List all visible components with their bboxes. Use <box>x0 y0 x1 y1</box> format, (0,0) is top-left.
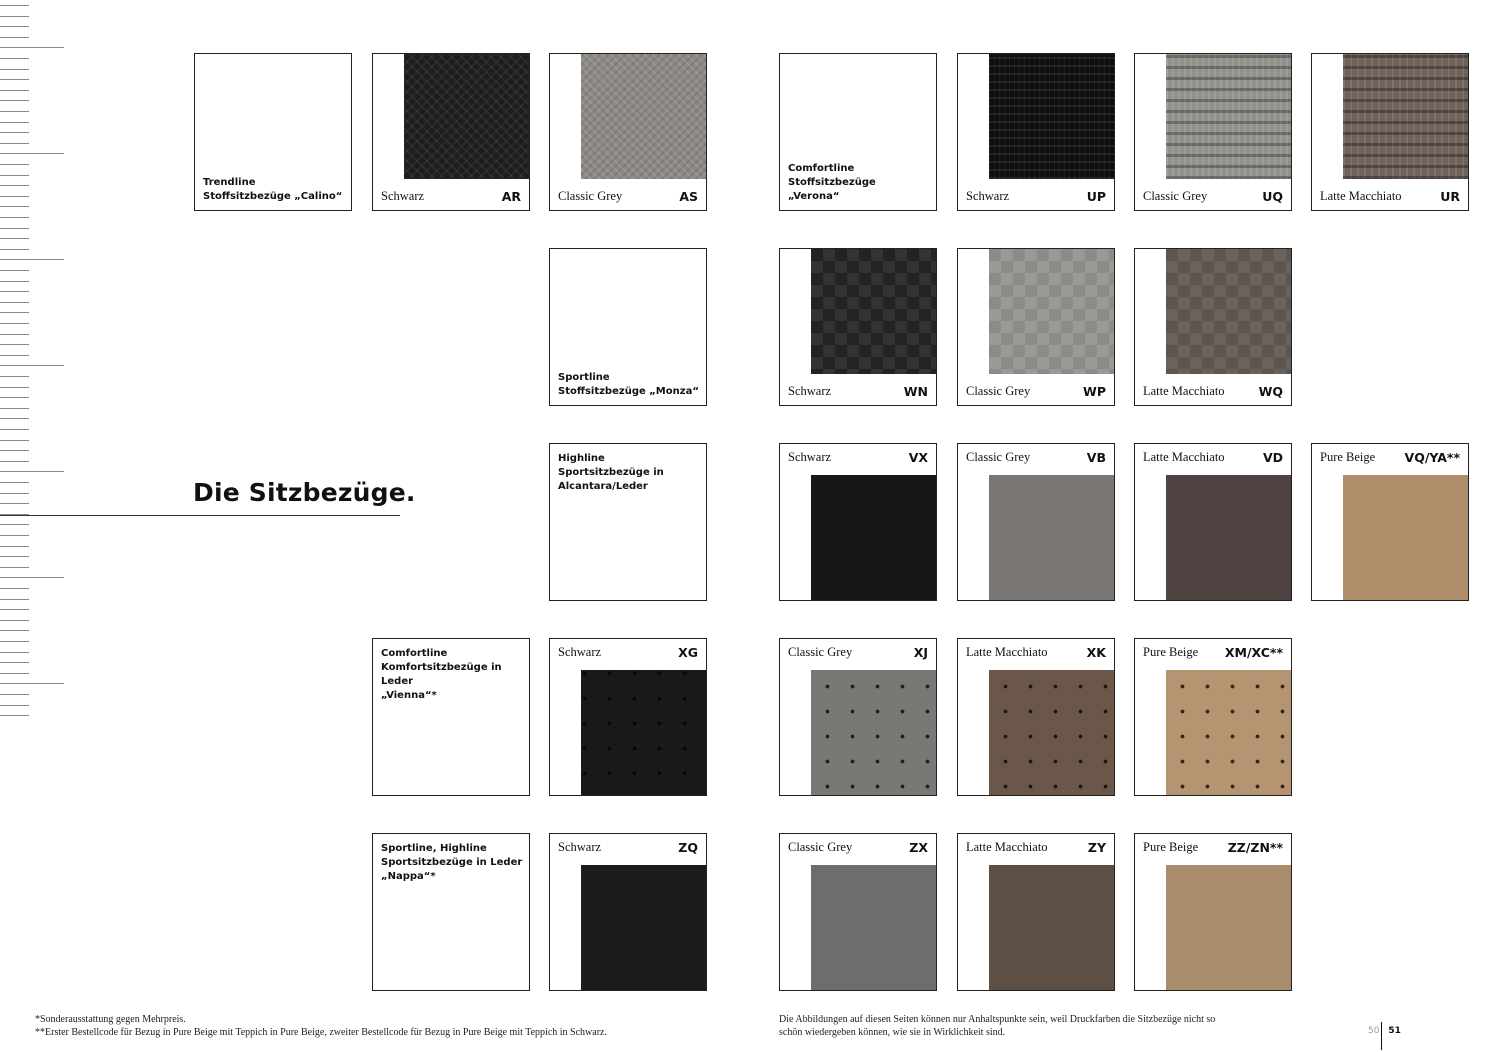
swatch-order-code: ZZ/ZN** <box>1227 840 1283 855</box>
swatch-zz-zn[interactable] <box>1134 833 1292 991</box>
ruler-tick <box>0 556 29 557</box>
swatch-vb[interactable] <box>957 443 1115 601</box>
ruler-tick <box>0 185 29 186</box>
group-label-line: Stoffsitzbezüge „Monza“ <box>558 386 699 397</box>
swatch-order-code: VB <box>1086 450 1106 465</box>
fabric-swatch-image <box>1166 249 1291 374</box>
ruler-tick <box>0 291 29 292</box>
ruler-tick <box>0 312 29 313</box>
group-label-line: Stoffsitzbezüge „Verona“ <box>788 177 876 202</box>
footnote-order-code: **Erster Bestellcode für Bezug in Pure Beige mit Teppich in Pure Beige, zweiter Bestellcode für Bezug in Pure Beige mit Teppich in Schwarz. <box>35 1027 607 1038</box>
ruler-tick <box>0 16 29 17</box>
swatch-wn[interactable] <box>779 248 937 406</box>
swatch-color-name: Schwarz <box>558 840 602 854</box>
swatch-order-code: AS <box>679 189 698 204</box>
disclaimer-line: Die Abbildungen auf diesen Seiten können nur Anhaltspunkte sein, weil Druckfarben die Sitzbezüge nicht so <box>779 1014 1216 1025</box>
ruler-tick <box>0 323 29 324</box>
ruler-tick <box>0 461 29 462</box>
ruler-tick <box>0 228 29 229</box>
group-label-comfortline-vienna <box>372 638 530 796</box>
ruler-tick <box>0 196 29 197</box>
ruler-tick <box>0 683 64 684</box>
swatch-up[interactable] <box>957 53 1115 211</box>
leather-swatch-image <box>581 865 706 990</box>
swatch-xg[interactable] <box>549 638 707 796</box>
leather-swatch-image <box>811 865 936 990</box>
fabric-swatch-image <box>1166 475 1291 600</box>
ruler-tick <box>0 37 29 38</box>
fabric-swatch-image <box>404 54 529 179</box>
swatch-color-name: Classic Grey <box>788 645 853 659</box>
ruler-tick <box>0 408 29 409</box>
swatch-vd[interactable] <box>1134 443 1292 601</box>
leather-swatch-image <box>1166 865 1291 990</box>
ruler-tick <box>0 482 29 483</box>
swatch-color-name: Pure Beige <box>1143 645 1199 659</box>
swatch-as[interactable] <box>549 53 707 211</box>
ruler-tick <box>0 450 29 451</box>
swatch-color-name: Classic Grey <box>788 840 853 854</box>
swatch-order-code: WQ <box>1258 384 1283 399</box>
page-number-divider <box>1381 1022 1382 1050</box>
fabric-swatch-image <box>811 475 936 600</box>
fabric-swatch-image <box>1166 54 1291 179</box>
group-label-line: Stoffsitzbezüge „Calino“ <box>203 191 343 202</box>
ruler-tick <box>0 26 29 27</box>
ruler-tick <box>0 334 29 335</box>
swatch-color-name: Classic Grey <box>966 384 1031 398</box>
group-label-comfortline-verona <box>779 53 937 211</box>
swatch-xj[interactable] <box>779 638 937 796</box>
ruler-tick <box>0 143 29 144</box>
ruler-tick <box>0 175 29 176</box>
swatch-order-code: ZY <box>1087 840 1106 855</box>
ruler-tick <box>0 111 29 112</box>
swatch-vq-ya[interactable] <box>1311 443 1469 601</box>
ruler-tick <box>0 662 29 663</box>
title-rule <box>0 515 400 516</box>
swatch-order-code: WP <box>1083 384 1106 399</box>
footnotes-left <box>35 1013 755 1039</box>
footnotes-right <box>779 1013 1339 1039</box>
ruler-tick <box>0 69 29 70</box>
ruler-tick <box>0 652 29 653</box>
ruler-tick <box>0 641 29 642</box>
swatch-order-code: XK <box>1086 645 1106 660</box>
ruler-tick <box>0 620 29 621</box>
group-label-line: Sportsitzbezüge in <box>558 467 664 478</box>
ruler-tick <box>0 387 29 388</box>
group-label-line: Sportsitzbezüge in Leder <box>381 857 523 868</box>
group-label-line: Komfortsitzbezüge in Leder <box>381 662 502 687</box>
page-numbers <box>1368 1026 1401 1036</box>
page-title: Die Sitzbezüge. <box>193 478 416 507</box>
ruler-tick <box>0 132 29 133</box>
swatch-color-name: Latte Macchiato <box>1143 450 1225 464</box>
group-label-line: „Nappa“* <box>381 871 436 882</box>
group-label-line: Highline <box>558 453 605 464</box>
ruler-tick <box>0 217 29 218</box>
group-label-line: Trendline <box>203 177 256 188</box>
group-label-line: Comfortline <box>381 648 448 659</box>
swatch-color-name: Classic Grey <box>1143 189 1208 203</box>
ruler-tick <box>0 397 29 398</box>
ruler-tick <box>0 715 29 716</box>
swatch-color-name: Schwarz <box>381 189 425 203</box>
ruler-tick <box>0 705 29 706</box>
swatch-zy[interactable] <box>957 833 1115 991</box>
swatch-order-code: VX <box>908 450 928 465</box>
margin-ruler <box>0 0 70 740</box>
ruler-tick <box>0 546 29 547</box>
ruler-tick <box>0 90 29 91</box>
swatch-color-name: Latte Macchiato <box>1143 384 1225 398</box>
fabric-swatch-image <box>581 54 706 179</box>
ruler-tick <box>0 429 29 430</box>
swatch-color-name: Pure Beige <box>1320 450 1376 464</box>
ruler-tick <box>0 302 29 303</box>
fabric-swatch-image <box>989 475 1114 600</box>
ruler-tick <box>0 535 29 536</box>
group-label-highline-alcantara <box>549 443 707 601</box>
ruler-tick <box>0 5 29 6</box>
ruler-tick <box>0 164 29 165</box>
swatch-xk[interactable] <box>957 638 1115 796</box>
ruler-tick <box>0 259 64 260</box>
group-label-line: Sportline, Highline <box>381 843 487 854</box>
swatch-color-name: Schwarz <box>788 384 832 398</box>
footnote-optional-equipment: *Sonderausstattung gegen Mehrpreis. <box>35 1014 186 1025</box>
swatch-order-code: ZX <box>909 840 928 855</box>
leather-swatch-image <box>1166 670 1291 795</box>
ruler-tick <box>0 58 29 59</box>
group-label-line: Sportline <box>558 372 610 383</box>
group-label-line: Alcantara/Leder <box>558 481 648 492</box>
swatch-order-code: ZQ <box>678 840 698 855</box>
group-label-line: Comfortline <box>788 163 855 174</box>
ruler-tick <box>0 609 29 610</box>
swatch-zq[interactable] <box>549 833 707 991</box>
swatch-order-code: VD <box>1262 450 1283 465</box>
ruler-tick <box>0 270 29 271</box>
swatch-order-code: UP <box>1086 189 1106 204</box>
ruler-tick <box>0 471 64 472</box>
swatch-ar[interactable] <box>372 53 530 211</box>
swatch-order-code: UR <box>1440 189 1460 204</box>
ruler-tick <box>0 418 29 419</box>
leather-swatch-image <box>989 670 1114 795</box>
leather-swatch-image <box>581 670 706 795</box>
ruler-tick <box>0 376 29 377</box>
leather-swatch-image <box>989 865 1114 990</box>
ruler-tick <box>0 577 64 578</box>
ruler-tick <box>0 673 29 674</box>
swatch-color-name: Latte Macchiato <box>966 840 1048 854</box>
swatch-order-code: WN <box>903 384 928 399</box>
swatch-color-name: Schwarz <box>788 450 832 464</box>
swatch-wp[interactable] <box>957 248 1115 406</box>
ruler-tick <box>0 47 64 48</box>
group-label-trendline-calino <box>194 53 352 211</box>
fabric-swatch-image <box>1343 475 1468 600</box>
fabric-swatch-image <box>1343 54 1468 179</box>
swatch-uq[interactable] <box>1134 53 1292 211</box>
leather-swatch-image <box>811 670 936 795</box>
page-number-right: 51 <box>1388 1026 1401 1036</box>
swatch-color-name: Classic Grey <box>966 450 1031 464</box>
ruler-tick <box>0 630 29 631</box>
group-label-line: „Vienna“* <box>381 690 437 701</box>
swatch-zx[interactable] <box>779 833 937 991</box>
group-label-sportline-nappa <box>372 833 530 991</box>
ruler-tick <box>0 206 29 207</box>
swatch-order-code: VQ/YA** <box>1404 450 1460 465</box>
disclaimer-line: schön wiedergeben können, wie sie in Wirklichkeit sind. <box>779 1027 1006 1038</box>
swatch-color-name: Latte Macchiato <box>1320 189 1402 203</box>
ruler-tick <box>0 588 29 589</box>
swatch-color-name: Classic Grey <box>558 189 623 203</box>
ruler-tick <box>0 694 29 695</box>
swatch-order-code: XJ <box>913 645 928 660</box>
ruler-tick <box>0 365 64 366</box>
ruler-tick <box>0 281 29 282</box>
swatch-color-name: Pure Beige <box>1143 840 1199 854</box>
ruler-tick <box>0 79 29 80</box>
ruler-tick <box>0 344 29 345</box>
page-number-left: 50 <box>1368 1026 1380 1036</box>
ruler-tick <box>0 355 29 356</box>
ruler-tick <box>0 100 29 101</box>
swatch-order-code: XG <box>678 645 698 660</box>
fabric-swatch-image <box>989 249 1114 374</box>
fabric-swatch-image <box>989 54 1114 179</box>
ruler-tick <box>0 153 64 154</box>
ruler-tick <box>0 524 29 525</box>
ruler-tick <box>0 122 29 123</box>
swatch-order-code: XM/XC** <box>1224 645 1283 660</box>
ruler-tick <box>0 503 29 504</box>
swatch-xm-xc[interactable] <box>1134 638 1292 796</box>
swatch-vx[interactable] <box>779 443 937 601</box>
ruler-tick <box>0 238 29 239</box>
swatch-color-name: Schwarz <box>966 189 1010 203</box>
group-label-sportline-monza <box>549 248 707 406</box>
swatch-color-name: Schwarz <box>558 645 602 659</box>
swatch-color-name: Latte Macchiato <box>966 645 1048 659</box>
swatch-wq[interactable] <box>1134 248 1292 406</box>
ruler-tick <box>0 249 29 250</box>
ruler-tick <box>0 440 29 441</box>
ruler-tick <box>0 493 29 494</box>
ruler-tick <box>0 599 29 600</box>
swatch-order-code: UQ <box>1262 189 1283 204</box>
ruler-tick <box>0 567 29 568</box>
swatch-ur[interactable] <box>1311 53 1469 211</box>
swatch-order-code: AR <box>501 189 521 204</box>
fabric-swatch-image <box>811 249 936 374</box>
